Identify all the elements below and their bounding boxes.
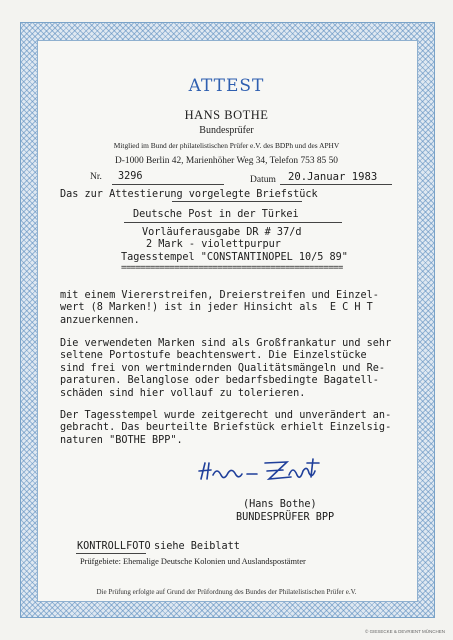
address-line: D-1000 Berlin 42, Marienhöher Weg 34, Telefon 753 85 50 [115, 156, 338, 166]
signature-stroke-h [199, 463, 211, 479]
signature-title: BUNDESPRÜFER BPP [236, 512, 335, 523]
subject-underline [124, 222, 342, 223]
nr-value: 3296 [118, 171, 143, 182]
nr-underline [112, 184, 224, 185]
datum-underline [280, 184, 392, 185]
examiner-name: HANS BOTHE [184, 108, 269, 122]
kontrollfoto-underline [76, 553, 146, 554]
separator-line: ============================================== [121, 263, 343, 273]
certificate-title: ATTEST [188, 76, 265, 96]
signature-stroke-ans [213, 470, 242, 477]
kontrollfoto-text: siehe Beiblatt [154, 541, 240, 552]
intro-line: Das zur Attestierung vorgelegte Briefstück [60, 189, 318, 200]
footer-text: Die Prüfung erfolgte auf Grund der Prüfordnung des Bundes der Philatelistischen Prüfer e.V. [96, 588, 357, 596]
pruefgebiete-line: Prüfgebiete: Ehemalige Deutsche Kolonien und Auslandspostämter [80, 557, 306, 566]
intro-underline [172, 201, 302, 202]
signature-stroke-z [265, 462, 291, 479]
membership-line: Mitglied im Bund der philatelistischen Prüfer e.V. des BDPh und des APHV [113, 141, 340, 150]
examiner-role: Bundesprüfer [199, 125, 254, 136]
nr-label: Nr. [90, 172, 102, 182]
datum-value: 20.Januar 1983 [288, 171, 378, 183]
kontrollfoto-label: KONTROLLFOTO [77, 541, 151, 552]
subject-line: Deutsche Post in der Türkei [133, 209, 299, 220]
signature-stroke-tail [289, 459, 319, 477]
printer-imprint: © GIESECKE & DEVRIENT MÜNCHEN [365, 629, 445, 634]
paragraph-1: mit einem Viererstreifen, Dreierstreifen und Einzel- wert (8 Marken!) ist in jeder Hinsicht als E C H T anzuerkennen. [60, 290, 379, 326]
handwritten-signature [195, 455, 325, 489]
paragraph-2: Die verwendeten Marken sind als Großfrankatur und sehr seltene Portostufe beachtenswert. Die Einzelstücke sind frei von wertmindernden Qualitätsmängeln und Re- paraturen. Belanglose oder bedarfsbedingte Bagatell- schäden sind hier vollauf zu tolerieren. [60, 338, 392, 399]
signature-name: (Hans Bothe) [243, 499, 317, 510]
datum-label: Datum [250, 175, 276, 185]
value-line: 2 Mark - violettpurpur [146, 239, 281, 250]
cancel-line: Tagesstempel "CONSTANTINOPEL 10/5 89" [121, 252, 348, 263]
issue-line: Vorläuferausgabe DR # 37/d [142, 227, 302, 238]
paragraph-3: Der Tagesstempel wurde zeitgerecht und unverändert an- gebracht. Das beurteilte Briefstück erhielt Einzelsig- naturen "BOTHE BPP". [60, 410, 392, 446]
